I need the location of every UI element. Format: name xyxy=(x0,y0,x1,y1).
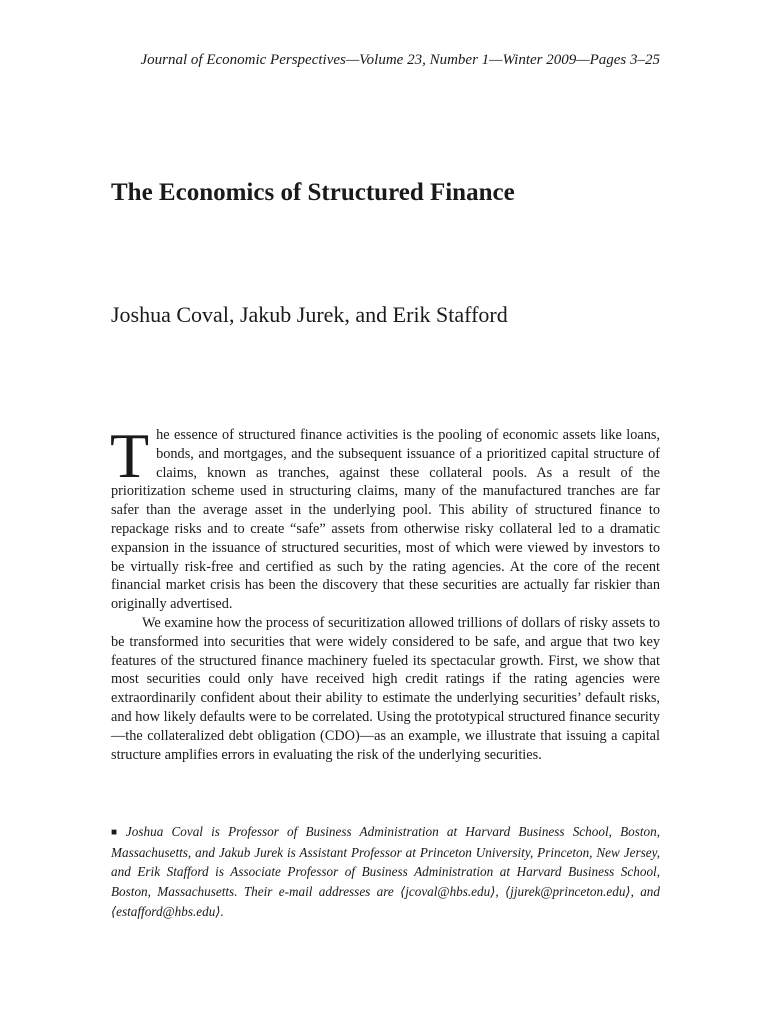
drop-cap: T xyxy=(110,420,150,491)
paragraph-2: We examine how the process of securitization allowed trillions of dollars of risky assets to be transformed into securities that were widely considered to be safe, and argue that two key features of the structured finance machinery fueled its spectacular growth. First, we show that most securities could only have received high credit ratings if the rating agencies were extraordinarily confident about their ability to estimate the underlying securities’ default risks, and how likely defaults were to be correlated. Using the prototypical structured finance security—the collateralized debt obligation (CDO)—as an example, we illustrate that issuing a capital structure amplifies errors in evaluating the risk of the underlying securities. xyxy=(111,614,660,763)
article-title: The Economics of Structured Finance xyxy=(111,179,515,206)
paragraph-1 xyxy=(110,420,660,614)
running-head: Journal of Economic Perspectives—Volume 23, Number 1—Winter 2009—Pages 3–25 xyxy=(140,52,660,68)
author-footnote xyxy=(111,822,660,922)
footnote-text: Joshua Coval is Professor of Business Administration at Harvard Business School, Boston, Massachusetts, and Jakub Jurek is Assistant Professor at Princeton University, Princeton, New Jersey, and Erik Stafford is Associate Professor of Business Administration at Harvard Business School, Boston, Massachusetts. Their e-mail addresses are ⟨jcoval@hbs.edu⟩, ⟨jjurek@princeton.edu⟩, and ⟨estafford@hbs.edu⟩. xyxy=(111,824,660,919)
article-authors: Joshua Coval, Jakub Jurek, and Erik Stafford xyxy=(111,302,508,327)
article-body xyxy=(110,420,660,764)
footnote-square-marker: ■ xyxy=(111,827,122,838)
paragraph-1-text: he essence of structured finance activities is the pooling of economic assets like loans, bonds, and mortgages, and the subsequent issuance of a prioritized capital structure of claims, known as tranches, against these collateral pools. As a result of the prioritization scheme used in structuring claims, many of the manufactured tranches are far safer than the average asset in the underlying pool. This ability of structured finance to repackage risks and to create “safe” assets from otherwise risky collateral led to a dramatic expansion in the issuance of structured securities, most of which were viewed by investors to be virtually risk-free and certified as such by the rating agencies. At the core of the recent financial market crisis has been the discovery that these securities are actually far riskier than originally advertised. xyxy=(111,427,660,613)
